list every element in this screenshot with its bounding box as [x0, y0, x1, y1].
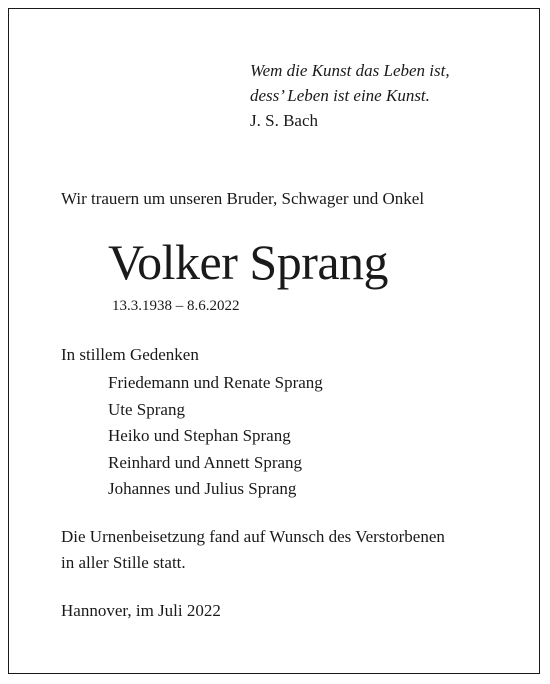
- list-item: Ute Sprang: [108, 399, 185, 419]
- epigraph-line: Wem die Kunst das Leben ist,: [250, 61, 450, 80]
- list-item: Johannes und Julius Sprang: [108, 479, 297, 498]
- intro-text: Wir trauern um unseren Bruder, Schwager und Onkel: [61, 189, 425, 208]
- mourners-list: [108, 370, 323, 503]
- epigraph-author: J. S. Bach: [250, 111, 318, 130]
- mourners-heading: In stillem Gedenken: [61, 345, 199, 364]
- epigraph: [250, 58, 450, 133]
- burial-notice: [61, 524, 445, 576]
- notice-line: Die Urnenbeisetzung fand auf Wunsch des Verstorbenen: [61, 527, 445, 546]
- list-item: Friedemann und Renate Sprang: [108, 373, 323, 392]
- notice-line: in aller Stille statt.: [61, 553, 186, 572]
- epigraph-line: dess’ Leben ist eine Kunst.: [250, 86, 430, 105]
- place-and-date: Hannover, im Juli 2022: [61, 601, 221, 620]
- list-item: Heiko und Stephan Sprang: [108, 426, 291, 445]
- deceased-name: Volker Sprang: [108, 234, 389, 290]
- life-dates: 13.3.1938 – 8.6.2022: [112, 298, 240, 314]
- list-item: Reinhard und Annett Sprang: [108, 452, 303, 472]
